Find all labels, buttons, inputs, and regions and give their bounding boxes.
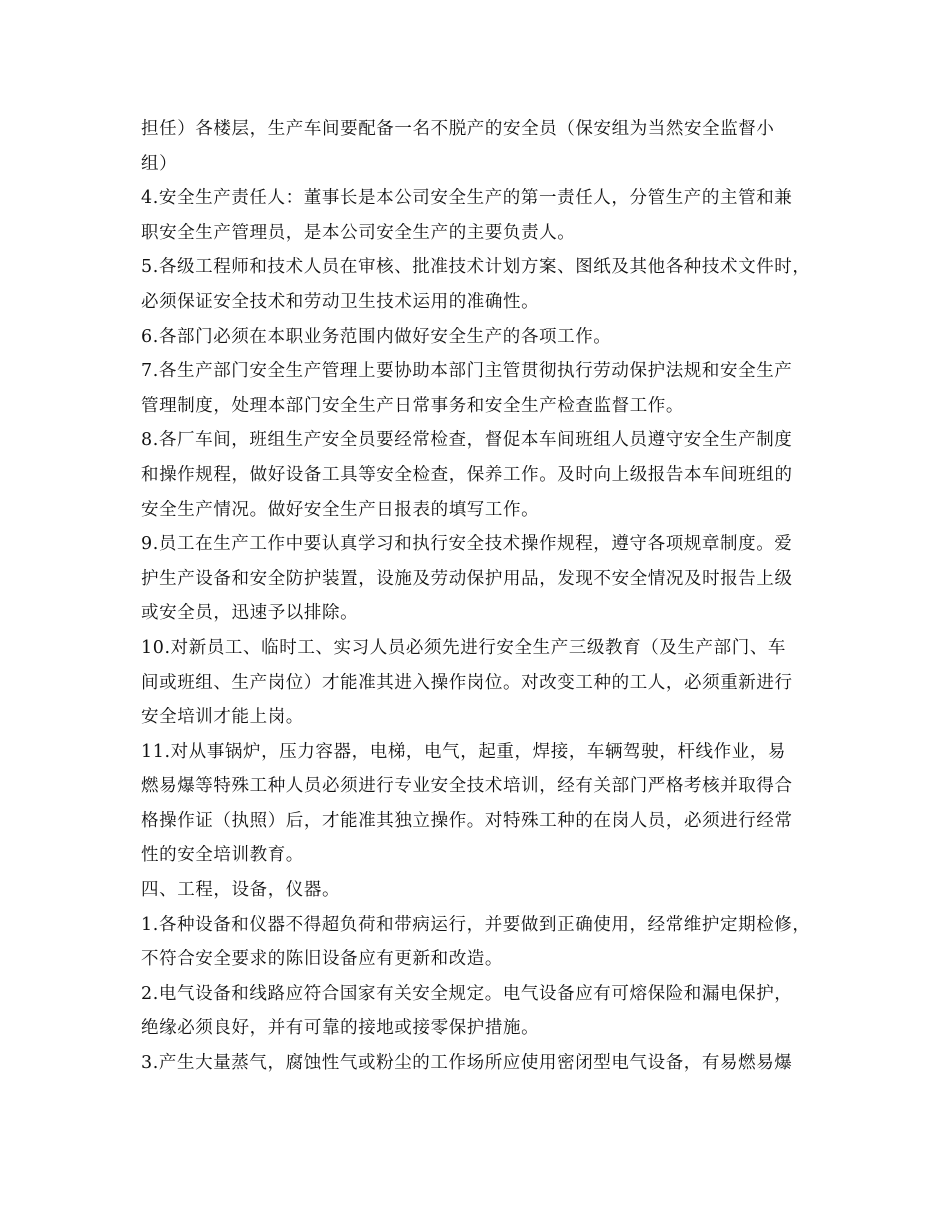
- text-line: 担任）各楼层，生产车间要配备一名不脱产的安全员（保安组为当然安全监督小: [141, 119, 775, 139]
- text-line: 或安全员，迅速予以排除。: [141, 603, 359, 624]
- document-body: [141, 112, 821, 1081]
- text-line: 间或班组、生产岗位）才能准其进入操作岗位。对改变工种的工人，必须重新进行: [141, 672, 793, 693]
- text-line: 燃易爆等特殊工种人员必须进行专业安全技术培训，经有关部门严格考核并取得合: [141, 776, 793, 797]
- text-line: 和操作规程，做好设备工具等安全检查，保养工作。及时向上级报告本车间班组的: [141, 464, 793, 485]
- text-line: 格操作证（执照）后，才能准其独立操作。对特殊工种的在岗人员，必须进行经常: [141, 810, 793, 831]
- text-line: 安全生产情况。做好安全生产日报表的填写工作。: [141, 499, 540, 520]
- text-line: 性的安全培训教育。: [141, 845, 304, 866]
- text-line: 7.各生产部门安全生产管理上要协助本部门主管贯彻执行劳动保护法规和安全生产: [141, 361, 793, 382]
- text-line: 2.电气设备和线路应符合国家有关安全规定。电气设备应有可熔保险和漏电保护，: [141, 983, 793, 1004]
- text-line: 6.各部门必须在本职业务范围内做好安全生产的各项工作。: [141, 326, 612, 347]
- text-line: 9.员工在生产工作中要认真学习和执行安全技术操作规程，遵守各项规章制度。爱: [141, 534, 793, 555]
- text-line: 10.对新员工、临时工、实习人员必须先进行安全生产三级教育（及生产部门、车: [141, 637, 787, 658]
- text-line: 8.各厂车间，班组生产安全员要经常检查，督促本车间班组人员遵守安全生产制度: [141, 430, 793, 451]
- text-line: 必须保证安全技术和劳动卫生技术运用的准确性。: [141, 291, 540, 312]
- text-line: 安全培训才能上岗。: [141, 707, 304, 728]
- text-line: 不符合安全要求的陈旧设备应有更新和改造。: [141, 949, 503, 970]
- text-line: 5.各级工程师和技术人员在审核、批准技术计划方案、图纸及其他各种技术文件时，: [141, 257, 811, 278]
- text-line: 11.对从事锅炉，压力容器，电梯，电气，起重，焊接，车辆驾驶，杆线作业，易: [141, 741, 787, 762]
- text-line: 绝缘必须良好，并有可靠的接地或接零保护措施。: [141, 1018, 540, 1039]
- text-line: 管理制度，处理本部门安全生产日常事务和安全生产检查监督工作。: [141, 395, 684, 416]
- text-line: 职安全生产管理员，是本公司安全生产的主要负责人。: [141, 222, 576, 243]
- text-line: 组）: [141, 153, 178, 174]
- text-line: 护生产设备和安全防护装置，设施及劳动保护用品，发现不安全情况及时报告上级: [141, 568, 793, 589]
- text-line: 4.安全生产责任人：董事长是本公司安全生产的第一责任人，分管生产的主管和兼: [141, 188, 793, 209]
- text-line: 1.各种设备和仪器不得超负荷和带病运行，并要做到正确使用，经常维护定期检修，: [141, 914, 811, 935]
- text-line: 3.产生大量蒸气，腐蚀性气或粉尘的工作场所应使用密闭型电气设备，有易燃易爆: [141, 1053, 793, 1074]
- section-heading: 四、工程，设备，仪器。: [141, 880, 341, 901]
